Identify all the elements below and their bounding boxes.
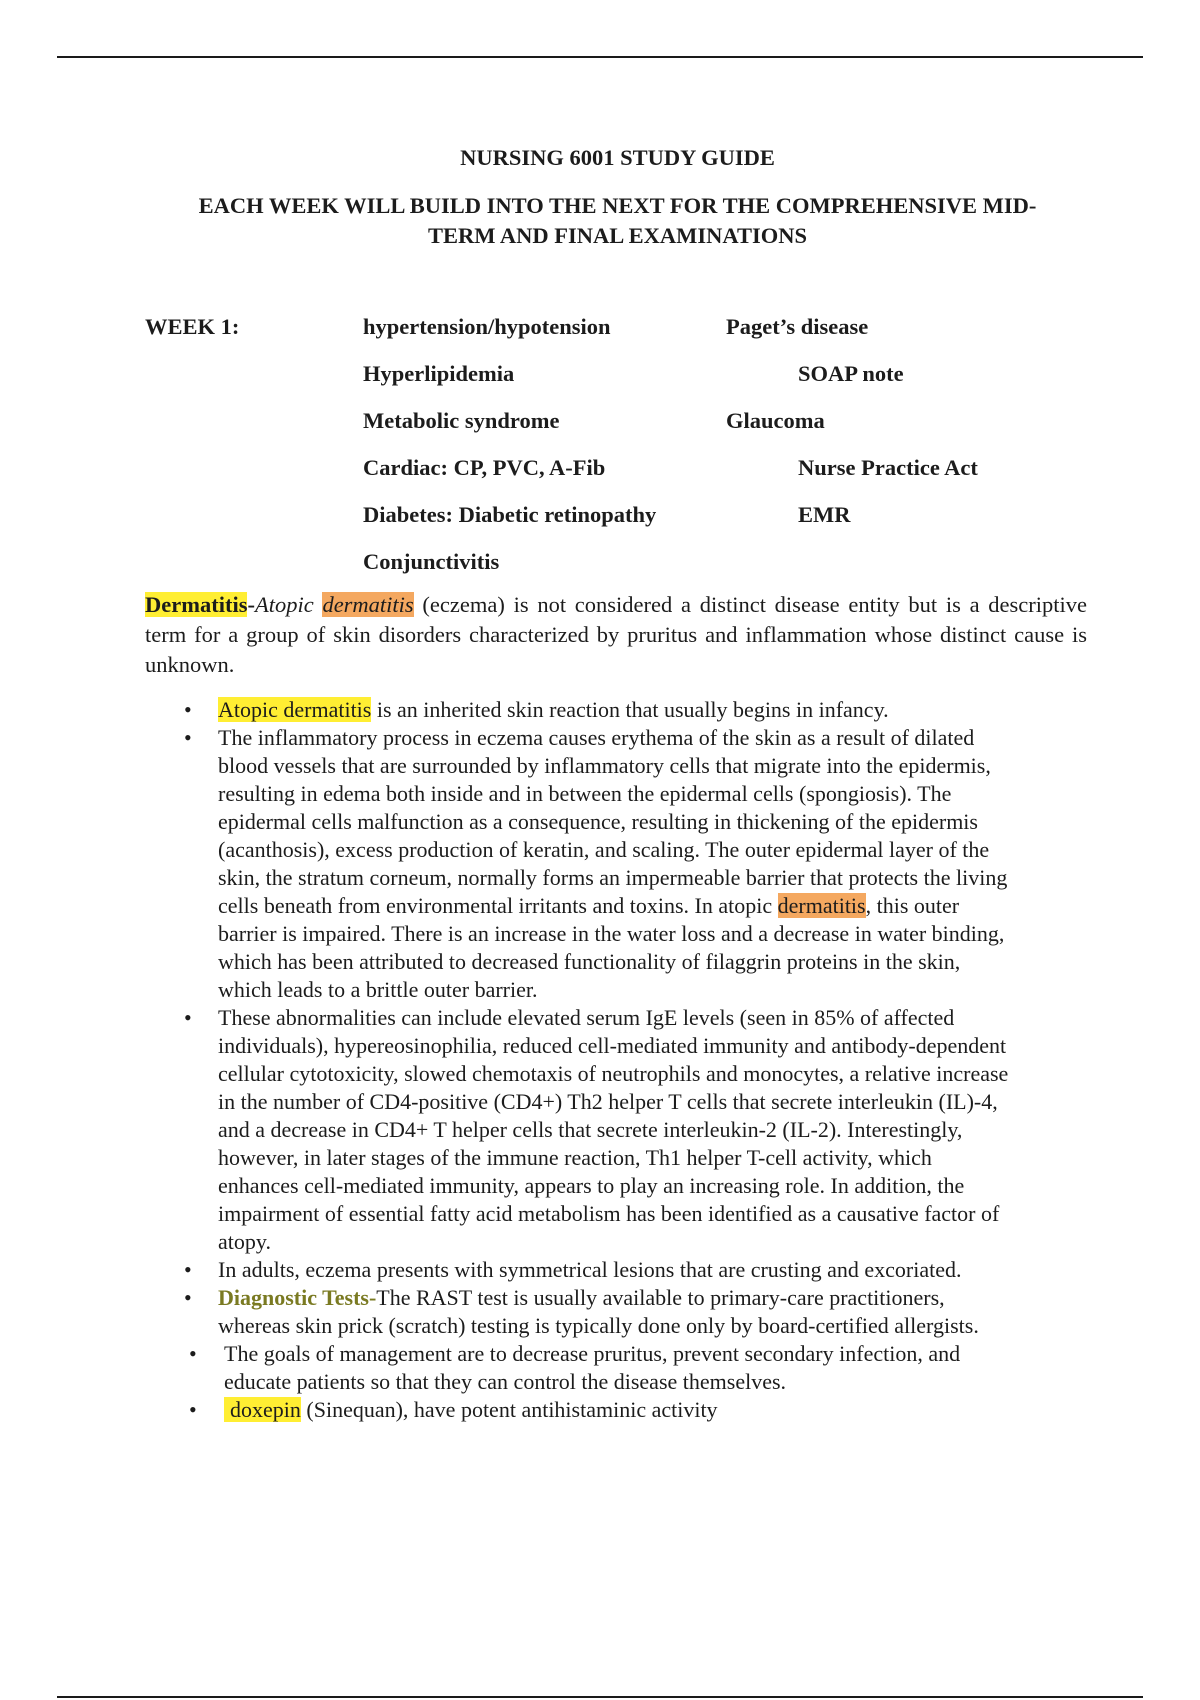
intro-text: (eczema) is not considered a distinct disease entity but is a descriptive term for a group of skin disorders characterized by pruritus and inflammation whose distinct cause is unknown. bbox=[145, 592, 1088, 677]
topic-metabolic-syndrome: Metabolic syndrome bbox=[363, 408, 560, 433]
bullet-list bbox=[0, 696, 1200, 1424]
list-item: • These abnormalities can include elevated serum IgE levels (seen in 85% of affected individuals), hypereosinophilia, reduced cell-mediated immunity and antibody-dependent cellular cytotoxicity, slowed chemotaxis of neutrophils and monocytes, a relative increase in the number of CD4-positive (CD4+) Th2 helper T cells that secrete interleukin (IL)-4, and a decrease in CD4+ T helper cells that secrete interleukin-2 (IL-2). Interestingly, however, in later stages of the immune reaction, Th1 helper T-cell activity, which enhances cell-mediated immunity, appears to play an increasing role. In addition, the impairment of essential fatty acid metabolism has been identified as a causative factor of atopy. bbox=[184, 1005, 1009, 1254]
list-item: • In adults, eczema presents with symmetrical lesions that are crusting and excoriated. bbox=[184, 1257, 962, 1282]
list-item: • doxepin (Sinequan), have potent antihistaminic activity bbox=[189, 1397, 718, 1422]
topic-soap-note: SOAP note bbox=[798, 361, 904, 386]
topic-glaucoma: Glaucoma bbox=[726, 408, 825, 433]
list-item: • Atopic dermatitis is an inherited skin reaction that usually begins in infancy. bbox=[184, 697, 889, 722]
topic-hyperlipidemia: Hyperlipidemia bbox=[363, 361, 515, 386]
dermatitis-highlight: dermatitis bbox=[777, 893, 866, 918]
list-item: • The goals of management are to decrease pruritus, prevent secondary infection, and educate patients so that they can control the disease themselves. bbox=[189, 1341, 961, 1394]
bottom-rule bbox=[57, 1696, 1143, 1698]
list-item: • The inflammatory process in eczema causes erythema of the skin as a result of dilated blood vessels that are surrounded by inflammatory cells that migrate into the epidermis, resulting in edema both inside and in between the epidermal cells (spongiosis). The epidermal cells malfunction as a consequence, resulting in thickening of the epidermis (acanthosis), excess production of keratin, and scaling. The outer epidermal layer of the skin, the stratum corneum, normally forms an impermeable barrier that protects the living cells beneath from environmental irritants and toxins. In atopic dermatitis, this outer barrier is impaired. There is an increase in the water loss and a decrease in water binding, which has been attributed to decreased functionality of filaggrin proteins in the skin, which leads to a brittle outer barrier. bbox=[184, 725, 1008, 1002]
topic-hypertension: hypertension/hypotension bbox=[363, 314, 611, 339]
intro-atopic: Atopic bbox=[254, 592, 314, 617]
topic-conjunctivitis: Conjunctivitis bbox=[363, 549, 500, 574]
topic-cardiac: Cardiac: CP, PVC, A-Fib bbox=[363, 455, 606, 480]
atopic-dermatitis-highlight: Atopic dermatitis bbox=[218, 697, 372, 722]
intro-dermatitis-highlight: dermatitis bbox=[322, 592, 414, 617]
topic-diabetes: Diabetes: Diabetic retinopathy bbox=[363, 502, 657, 527]
topic-pagets-disease: Paget’s disease bbox=[726, 314, 869, 339]
week-label: WEEK 1: bbox=[145, 314, 240, 339]
list-item: • Diagnostic Tests-The RAST test is usually available to primary-care practitioners, whereas skin prick (scratch) testing is typically done only by board-certified allergists. bbox=[184, 1285, 979, 1338]
doxepin-highlight: doxepin bbox=[224, 1397, 301, 1422]
page-title: NURSING 6001 STUDY GUIDE bbox=[460, 145, 775, 170]
intro-paragraph bbox=[145, 590, 1087, 680]
topic-emr: EMR bbox=[798, 502, 851, 527]
top-rule bbox=[57, 56, 1143, 58]
subtitle-line-1: EACH WEEK WILL BUILD INTO THE NEXT FOR THE COMPREHENSIVE MID- bbox=[198, 193, 1037, 218]
dermatitis-heading: Dermatitis bbox=[145, 592, 248, 617]
topic-nurse-practice-act: Nurse Practice Act bbox=[798, 455, 978, 480]
page-subtitle bbox=[150, 191, 1085, 251]
subtitle-line-2: TERM AND FINAL EXAMINATIONS bbox=[428, 223, 807, 248]
heading-dash: - bbox=[247, 592, 255, 617]
diagnostic-tests-label: Diagnostic Tests- bbox=[218, 1285, 377, 1310]
